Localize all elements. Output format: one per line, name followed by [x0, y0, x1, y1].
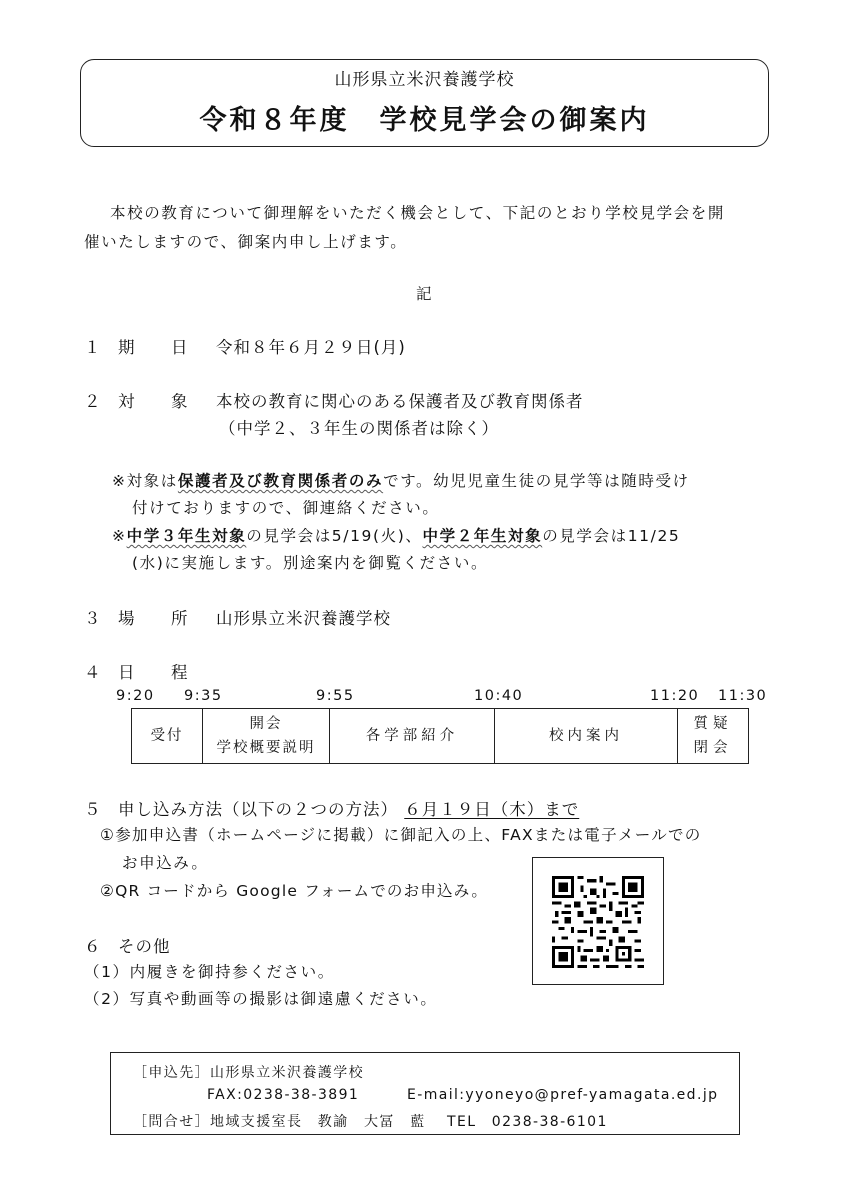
- intro-line-1: 本校の教育について御理解をいただく機会として、下記のとおり学校見学会を開: [110, 204, 725, 222]
- item-date-num: １: [84, 338, 102, 357]
- item-apply: [84, 796, 579, 820]
- schedule-cell-reception: 受付: [132, 709, 203, 764]
- item-other-num: ６: [84, 937, 102, 956]
- note-2-bold-1: 中学３年生対象: [126, 527, 247, 545]
- item-place-label: 場 所: [118, 609, 198, 628]
- schedule-cell-opening-line-1: 開会: [249, 716, 283, 732]
- item-target-note: （中学２、３年生の関係者は除く）: [219, 419, 499, 438]
- note-1-bold: 保護者及び教育関係者のみ: [177, 472, 384, 490]
- schedule-row: [132, 709, 749, 764]
- time-label: 9:55: [316, 688, 355, 704]
- contact-inquiry: ［問合せ］地域支援室長 教諭 大冨 藍: [133, 1114, 426, 1130]
- apply-method-1: ①参加申込書（ホームページに掲載）に御記入の上、FAXまたは電子メールでの: [100, 826, 702, 844]
- apply-deadline: ６月１９日（木）まで: [404, 800, 580, 819]
- schedule-cell-tour: 校内案内: [495, 709, 678, 764]
- qr-code-icon[interactable]: [551, 876, 645, 968]
- item-target-label: 対 象: [118, 392, 198, 411]
- note-1-pre: ※対象は: [112, 472, 178, 490]
- note-2-line-2: (水)に実施します。別途案内を御覧ください。: [132, 554, 489, 572]
- other-item-1: （1）内履きを御持参ください。: [84, 963, 335, 981]
- note-2-post: の見学会は11/25: [542, 527, 681, 545]
- item-place-value: 山形県立米沢養護学校: [216, 609, 391, 628]
- schedule-table: [131, 708, 749, 764]
- note-2: [112, 524, 680, 546]
- qr-code-frame: [532, 857, 664, 985]
- note-1: [112, 469, 690, 491]
- contact-box: [110, 1052, 740, 1135]
- school-name: 山形県立米沢養護学校: [334, 70, 515, 90]
- item-other: [84, 933, 171, 957]
- item-date-label: 期 日: [118, 338, 198, 357]
- schedule-cell-qa-line-1: 質疑: [693, 716, 733, 732]
- item-target-num: ２: [84, 392, 102, 411]
- intro-line-2: 催いたしますので、御案内申し上げます。: [84, 233, 408, 251]
- item-date: [84, 334, 406, 358]
- schedule-cell-qa: [678, 709, 749, 764]
- schedule-cell-opening: [203, 709, 330, 764]
- item-date-value: 令和８年６月２９日(月): [216, 338, 406, 357]
- contact-tel: TEL 0238-38-6101: [447, 1114, 608, 1130]
- schedule-cell-opening-line-2: 学校概要説明: [216, 740, 316, 756]
- item-schedule-label: 日 程: [118, 663, 198, 682]
- ki-heading: 記: [416, 285, 434, 303]
- item-schedule-num: ４: [84, 663, 102, 682]
- time-label: 9:20: [116, 688, 155, 704]
- contact-to: ［申込先］山形県立米沢養護学校: [133, 1065, 364, 1081]
- apply-method-2: ②QR コードから Google フォームでのお申込み。: [100, 882, 489, 900]
- time-label: 9:35: [184, 688, 223, 704]
- schedule-cell-departments: 各学部紹介: [330, 709, 495, 764]
- item-schedule: [84, 659, 216, 683]
- item-place: [84, 605, 391, 629]
- item-place-num: ３: [84, 609, 102, 628]
- other-item-2: （2）写真や動画等の撮影は御遠慮ください。: [84, 990, 438, 1008]
- contact-fax: FAX:0238-38-3891: [207, 1087, 360, 1103]
- item-apply-num: ５: [84, 800, 102, 819]
- page-title: 令和８年度 学校見学会の御案内: [199, 105, 650, 136]
- header-box: [80, 59, 769, 147]
- time-label: 11:30: [718, 688, 768, 704]
- item-apply-label: 申し込み方法（以下の２つの方法）: [118, 800, 398, 819]
- note-2-bold-2: 中学２年生対象: [422, 527, 543, 545]
- item-target: [84, 388, 584, 412]
- time-label: 11:20: [650, 688, 700, 704]
- note-1-line-2: 付けておりますので、御連絡ください。: [132, 499, 440, 517]
- apply-method-1-line-2: お申込み。: [122, 854, 209, 872]
- schedule-cell-qa-line-2: 閉会: [693, 740, 733, 756]
- note-2-pre: ※: [112, 527, 127, 545]
- note-2-mid: の見学会は5/19(火)、: [246, 527, 423, 545]
- item-target-value: 本校の教育に関心のある保護者及び教育関係者: [216, 392, 584, 411]
- time-label: 10:40: [474, 688, 524, 704]
- item-other-label: その他: [118, 937, 171, 956]
- note-1-post: です。幼児児童生徒の見学等は随時受け: [383, 472, 690, 490]
- contact-email[interactable]: E-mail:yyoneyo@pref-yamagata.ed.jp: [407, 1087, 719, 1103]
